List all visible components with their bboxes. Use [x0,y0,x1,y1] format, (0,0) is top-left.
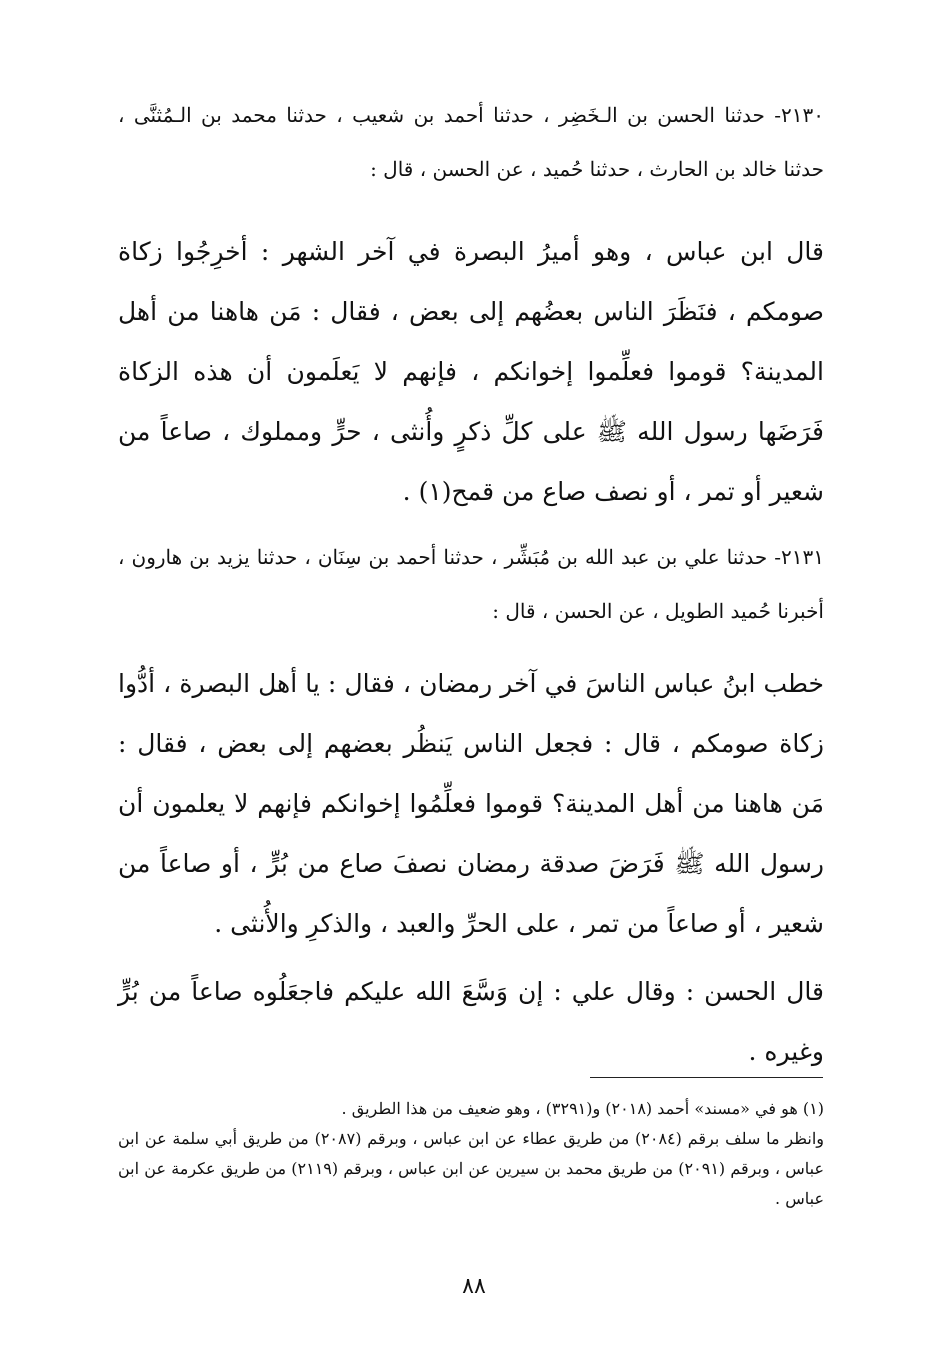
page-body [118,88,824,1082]
footnote-divider [590,1077,823,1078]
footnote-1: (١) هو في «مسند» أحمد (٢٠١٨) و(٣٢٩١) ، وهو ضعيف من هذا الطريق . [341,1099,824,1118]
footnotes [118,1094,824,1214]
hadith-2131-text: خطب ابنُ عباس الناسَ في آخر رمضان ، فقال : يا أهل البصرة ، أدُّوا زكاة صومكم ، قال : فجعل الناس يَنظُر بعضهم إلى بعض ، فقال : مَن هاهنا من أهل المدينة؟ قوموا فعلِّمُوا إخوانكم فإنهم لا يعلمون أن رسول الله ﷺ فَرَضَ صدقة رمضان نصفَ صاع من بُرٍّ ، أو صاعاً من شعير ، أو صاعاً من تمر ، على الحرِّ والعبد ، والذكرِ والأُنثى . [118,669,824,938]
page-number: ٨٨ [462,1274,486,1299]
footnote-1-continuation: وانظر ما سلف برقم (٢٠٨٤) من طريق عطاء عن ابن عباس ، وبرقم (٢٠٨٧) من طريق أبي سلمة عن ابن عباس ، وبرقم (٢٠٩١) من طريق محمد بن سيرين عن ابن عباس ، وبرقم (٢١١٩) من طريق عكرمة عن ابن عباس . [118,1129,825,1208]
hadith-2130-isnad: ٢١٣٠- حدثنا الحسن بن الـخَضِر ، حدثنا أحمد بن شعيب ، حدثنا محمد بن الـمُثنَّى ، حدثنا خالد بن الحارث ، حدثنا حُميد ، عن الحسن ، قال : [118,103,824,181]
hadith-2130-text: قال ابن عباس ، وهو أميرُ البصرة في آخر الشهر : أخرِجُوا زكاة صومكم ، فنَظَرَ الناس بعضُهم إلى بعض ، فقال : مَن هاهنا من أهل المدينة؟ قوموا فعلِّموا إخوانكم ، فإنهم لا يَعلَمون أن هذه الزكاة فَرَضَها رسول الله ﷺ على كلِّ ذكرٍ وأُنثى ، حرٍّ ومملوك ، صاعاً من شعير أو تمر ، أو نصف صاع من قمح(١) . [118,237,824,506]
hasan-saying: قال الحسن : وقال علي : إن وَسَّعَ الله عليكم فاجعَلُوه صاعاً من بُرٍّ وغيره . [118,977,824,1066]
hadith-2131-isnad: ٢١٣١- حدثنا علي بن عبد الله بن مُبَشِّر ، حدثنا أحمد بن سِنَان ، حدثنا يزيد بن هارون ، أخبرنا حُميد الطويل ، عن الحسن ، قال : [118,545,824,623]
